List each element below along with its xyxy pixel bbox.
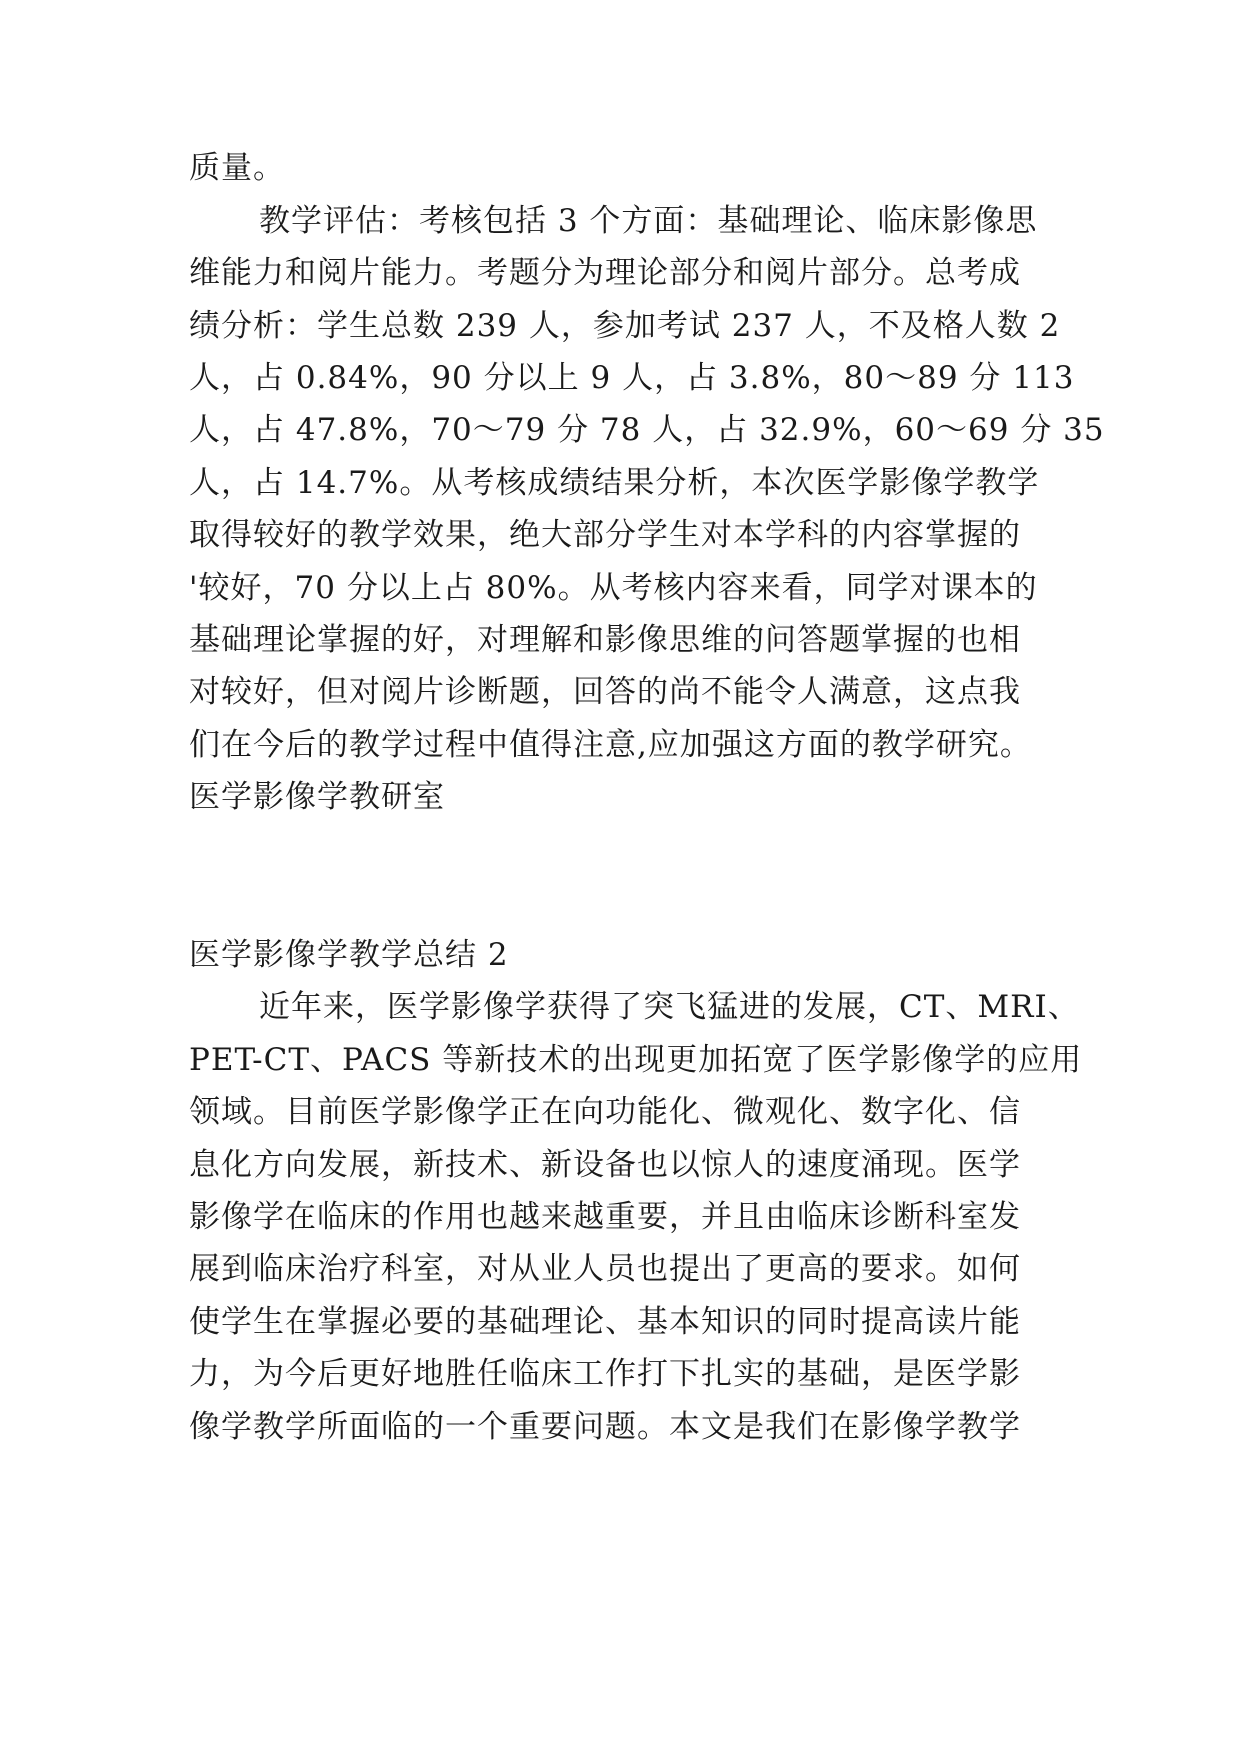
paragraph-line: 们在今后的教学过程中值得注意,应加强这方面的教学研究。	[189, 727, 1032, 763]
paragraph-line: PET-CT、PACS 等新技术的出现更加拓宽了医学影像学的应用	[189, 1042, 1083, 1078]
paragraph-line: 取得较好的教学效果，绝大部分学生对本学科的内容掌握的	[189, 517, 1021, 553]
paragraph-line: 人，占 14.7%。从考核成绩结果分析，本次医学影像学教学	[189, 465, 1040, 501]
paragraph-line: 人，占 47.8%，70～79 分 78 人，占 32.9%，60～69 分 35	[189, 412, 1105, 448]
paragraph-line: 绩分析：学生总数 239 人，参加考试 237 人，不及格人数 2	[189, 308, 1061, 344]
paragraph-line: 领域。目前医学影像学正在向功能化、微观化、数字化、信	[189, 1094, 1021, 1130]
section-title: 医学影像学教学总结 2	[189, 937, 509, 973]
paragraph-line: 像学教学所面临的一个重要问题。本文是我们在影像学教学	[189, 1409, 1021, 1445]
paragraph-line: 基础理论掌握的好，对理解和影像思维的问答题掌握的也相	[189, 622, 1021, 658]
paragraph-line: 人，占 0.84%，90 分以上 9 人，占 3.8%，80～89 分 113	[189, 360, 1075, 396]
paragraph-line: '较好，70 分以上占 80%。从考核内容来看，同学对课本的	[189, 570, 1038, 606]
paragraph-line: 展到临床治疗科室，对从业人员也提出了更高的要求。如何	[189, 1251, 1021, 1287]
paragraph-line: 影像学在临床的作用也越来越重要，并且由临床诊断科室发	[189, 1199, 1021, 1235]
paragraph-line: 教学评估：考核包括 3 个方面：基础理论、临床影像思	[259, 203, 1038, 239]
department-signature: 医学影像学教研室	[189, 779, 445, 815]
paragraph-line: 力，为今后更好地胜任临床工作打下扎实的基础，是医学影	[189, 1356, 1021, 1392]
paragraph-line: 近年来，医学影像学获得了突飞猛进的发展，CT、MRI、	[259, 989, 1080, 1025]
paragraph-line: 质量。	[189, 150, 285, 186]
paragraph-line: 维能力和阅片能力。考题分为理论部分和阅片部分。总考成	[189, 255, 1021, 291]
paragraph-line: 息化方向发展，新技术、新设备也以惊人的速度涌现。医学	[189, 1147, 1021, 1183]
paragraph-line: 使学生在掌握必要的基础理论、基本知识的同时提高读片能	[189, 1304, 1021, 1340]
paragraph-line: 对较好，但对阅片诊断题，回答的尚不能令人满意，这点我	[189, 674, 1021, 710]
